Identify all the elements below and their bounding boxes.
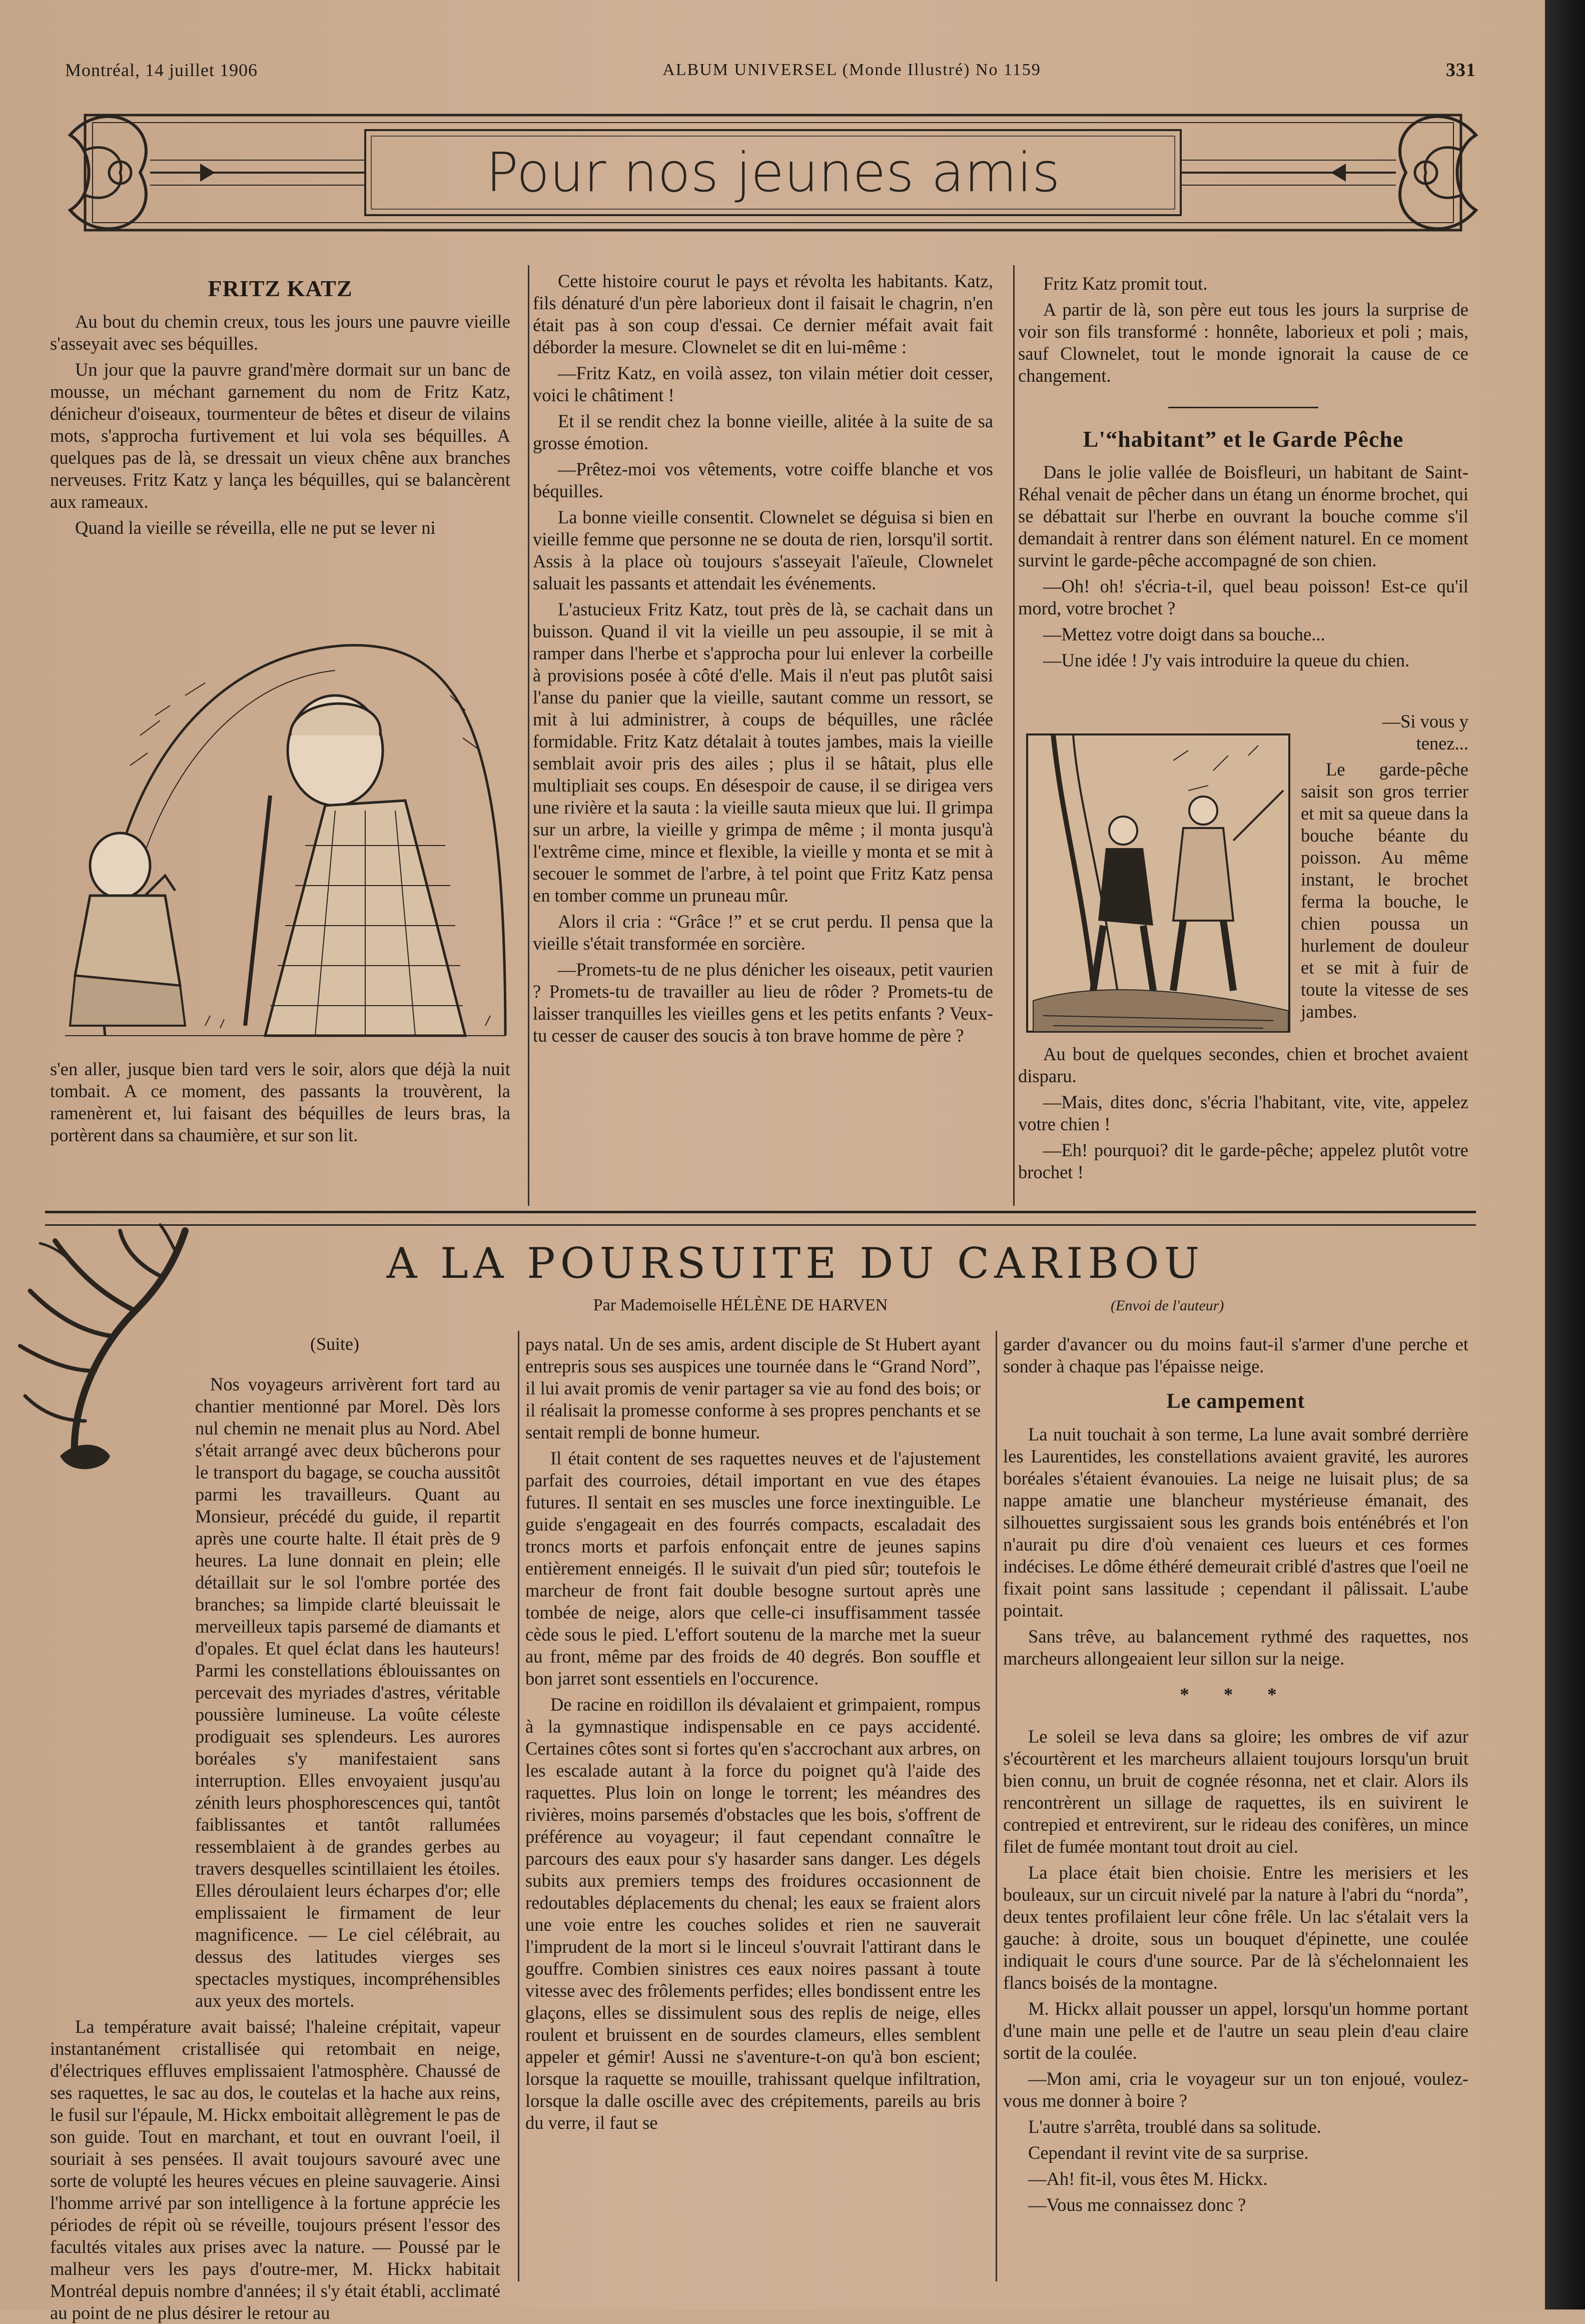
column-rule bbox=[1013, 265, 1015, 1206]
caribou-paragraph: Sans trêve, au balancement rythmé des raquettes, nos marcheurs allongeaient leur sillon sur la neige. bbox=[1003, 1626, 1468, 1669]
caribou-paragraph: Le soleil se leva dans sa gloire; les ombres de vif azur s'écourtèrent et les marcheurs allaient toujours lorsqu'un bruit bien connu, un bruit de cognée résonna, net et clair. Alors ils rencontrèrent un sillage de raquettes, ils en suivirent le contrepied et entrevirent, sur le rideau des conifères, un mince filet de fumée montant tout droit au ciel. bbox=[1003, 1726, 1468, 1857]
page-number: 331 bbox=[1445, 60, 1476, 81]
caribou-paragraph: Nos voyageurs arrivèrent fort tard au chantier mentionné par Morel. Dès lors nul chemin ne menait plus au Nord. Abel s'était arrangé avec deux bûcherons pour le transport du bagage, se coucha aussitôt parmi les travailleurs. Quant au Monsieur, précédé du guide, il repartit après une courte halte. Il était près de 9 heures. La lune donnait en plein; elle détaillait sur le sol l'ombre portée des branches; sa limpide clarté bleuissait le merveilleux tapis parsemé de diamants et d'opales. Et quel éclat dans les hauteurs! Parmi les constellations éblouissantes on percevait des myriades d'astres, véritable poussière lumineuse. La voûte céleste prodiguait ses splendeurs. Les aurores boréales s'y manifestaient sans interruption. Elles envoyaient jusqu'au zénith leurs phosphorescences qui, tantôt faiblissantes et tantôt rallumées ressemblaient à de grandes gerbes au travers desquelles scintillaient les étoiles. Elles déroulaient leurs écharpes d'or; elle emplissaient le firmament de leur magnificence. — Le ciel célébrait, au dessus des latitudes vierges ses spectacles mystiques, incompréhensibles aux yeux des mortels. bbox=[195, 1374, 500, 2011]
fritz-column-1 bbox=[50, 273, 510, 573]
caribou-column-3 bbox=[1003, 1333, 1468, 2294]
old-woman-and-boy-illustration-icon bbox=[55, 585, 515, 1046]
fritz-column-2 bbox=[533, 270, 993, 1206]
caribou-column-1 bbox=[50, 1373, 501, 2323]
caribou-paragraph: garder d'avancer ou du moins faut-il s'armer d'une perche et sonder à chaque pas l'épaisse neige. bbox=[1003, 1334, 1468, 1376]
habitant-paragraph: Au bout de quelques secondes, chien et brochet avaient disparu. bbox=[1018, 1044, 1468, 1086]
habitant-paragraph: Le garde-pêche saisit son gros terrier et mit sa queue dans la bouche béante du poisson. Au même instant, le brochet ferma la bouche, le chien poussa un hurlement de douleur et se mit à fuir de toute la vitesse de ses jambes. bbox=[1301, 759, 1468, 1022]
book-spine bbox=[1545, 0, 1585, 2309]
caribou-paragraph: —Mon ami, cria le voyageur sur un ton enjoué, voulez-vous me donner à boire ? bbox=[1003, 2068, 1468, 2111]
fritz-paragraph: A partir de là, son père eut tous les jours la surprise de voir son fils transformé : honnête, laborieux et poli ; mais, sauf Clownelet, tout le monde ignorait la cause de ce changement. bbox=[1018, 299, 1468, 386]
caribou-paragraph: L'autre s'arrêta, troublé dans sa solitude. bbox=[1028, 2116, 1321, 2137]
fritz-paragraph: s'en aller, jusque bien tard vers le soir, alors que déjà la nuit tombait. A ce moment, des passants la trouvèrent, la ramenèrent et, lui faisant des béquilles de leurs bras, la portèrent dans sa chaumière, et sur son lit. bbox=[50, 1059, 510, 1145]
habitant-illustration bbox=[1023, 730, 1293, 1036]
fritz-column-1-end bbox=[50, 1058, 510, 1203]
fritz-paragraph: Alors il cria : “Grâce !” et se crut perdu. Il pensa que la vieille s'était transformée en sorcière. bbox=[533, 911, 993, 954]
habitant-bottom bbox=[1018, 1043, 1468, 1203]
fritz-illustration bbox=[55, 585, 515, 1046]
column-rule bbox=[528, 265, 529, 1206]
fritz-paragraph: Quand la vieille se réveilla, elle ne put se lever ni bbox=[75, 517, 436, 538]
habitant-side-column bbox=[1301, 710, 1468, 1036]
habitant-paragraph: —Si vous y tenez... bbox=[1382, 711, 1468, 753]
section-banner bbox=[65, 95, 1481, 250]
header-date: Montréal, 14 juillet 1906 bbox=[65, 60, 258, 80]
short-rule bbox=[1168, 407, 1318, 408]
page-header bbox=[65, 55, 1476, 85]
caribou-paragraph: La nuit touchait à son terme, La lune avait sombré derrière les Laurentides, les constellations avaient gravité, les aurores boréales s'étaient évanouies. La neige ne luisait plus; de sa nappe amatie une blancheur mystérieuse émanait, des silhouettes surgissaient sous les grands bois enténébrés et l'on n'aurait pu dire d'où venaient ces lueurs et ces formes indécises. Le dôme éthéré demeurait criblé d'astres que l'oeil ne fixait point sans lassitude ; cependant il pâlissait. L'aube pointait. bbox=[1003, 1424, 1468, 1621]
fritz-paragraph: Un jour que la pauvre grand'mère dormait sur un banc de mousse, un méchant garnement du nom de Fritz Katz, dénicheur d'oiseaux, tourmenteur de bêtes et diseur de vilains mots, s'approcha furtivement et lui vola ses béquilles. A quelques pas de là, se dressait un vieux chêne aux branches nerveuses. Fritz Katz y lança les béquilles, qui se balancèrent aux rameaux. bbox=[50, 359, 510, 512]
campement-title: Le campement bbox=[1166, 1390, 1305, 1413]
caribou-paragraph: La température avait baissé; l'haleine crépitait, vapeur instantanément cristallisée qui retombait en neige, d'électriques effluves emplissaient l'atmosphère. Chaussé de ses raquettes, le sac au dos, le coutelas et la hache aux reins, le fusil sur l'épaule, M. Hickx emboitait allègrement le pas de son guide. Tout en marchant, et tout en ouvrant l'oeil, il souriait à ses pensées. Il avait toujours savouré avec une sorte de volupté les heures vécues en pleine sauvagerie. Ainsi l'homme arrivé par son intelligence à la fortune apprécie les périodes de répit où se réveille, toujours présent l'essor des facultés vitales aux prises avec la nature. — Poussé par le malheur vers les pays d'outre-mer, M. Hickx habitait Montréal depuis nombre d'années; il s'y était établi, acclimaté au point de ne plus désirer le retour au bbox=[50, 2016, 501, 2323]
caribou-title: A LA POURSUITE DU CARIBOU bbox=[386, 1239, 1205, 1288]
fritz-paragraph: Au bout du chemin creux, tous les jours une pauvre vieille s'asseyait avec ses béquilles. bbox=[50, 311, 510, 354]
fritz-paragraph: Et il se rendit chez la bonne vieille, alitée à la suite de sa grosse émotion. bbox=[533, 411, 993, 453]
caribou-paragraph: —Vous me connaissez donc ? bbox=[1028, 2194, 1246, 2215]
caribou-byline: Par Mademoiselle HÉLÈNE DE HARVEN bbox=[593, 1296, 888, 1314]
habitant-paragraph: —Oh! oh! s'écria-t-il, quel beau poisson! Est-ce qu'il mord, votre brochet ? bbox=[1018, 576, 1468, 618]
fritz-paragraph: —Fritz Katz, en voilà assez, ton vilain métier doit cesser, voici le châtiment ! bbox=[533, 363, 993, 405]
fritz-title: FRITZ KATZ bbox=[208, 276, 353, 301]
caribou-suite-label: (Suite) bbox=[310, 1334, 359, 1354]
habitant-paragraph: —Mettez votre doigt dans sa bouche... bbox=[1043, 624, 1325, 644]
column-rule bbox=[518, 1331, 519, 2281]
habitant-paragraph: Dans le jolie vallée de Boisfleuri, un habitant de Saint-Réhal venait de pêcher dans un étang un énorme brochet, qui se débattait sur l'herbe en ouvrant la bouche comme s'il demandait à rentrer dans son élément naturel. En ce moment survint le garde-pêche accompagné de son chien. bbox=[1018, 462, 1468, 570]
section-stars: * * * bbox=[1180, 1684, 1292, 1705]
column-rule bbox=[996, 1331, 997, 2281]
caribou-paragraph: De racine en roidillon ils dévalaient et grimpaient, rompus à la gymnastique indispensable en ce pays accidenté. Certaines côtes sont si fortes qu'en s'accrochant aux arbres, on les escalade autant à la force du poignet qu'à l'aide des raquettes. Plus loin on longe le torrent; les méandres des rivières, moins parsemés d'obstacles que les bois, s'offrent de préférence au voyageur; il faut cependant connaître le parcours des eaux pour s'y hasarder sans danger. Les dégels subits aux premiers temps des froidures occasionnent de redoutables déplacements du chenal; les eaux se fraient alors une voie entre les couches solides et rien ne sauverait l'imprudent de la mort si le linceul s'ouvrait l'attirant dans le gouffre. Combien sinistres ces eaux noires passant à toute vitesse avec des frôlements perfides; elles bondissent entre les glaçons, elles se dissimulent sous des replis de neige, elles roulent et bruissent en de sourdes clameurs, elles semblent appeler et gémir! Aussi ne s'aventure-t-on qu'à bon escient; lorsque la raquette se mouille, trahissant quelque infiltration, lorsque la dalle oscille avec des crépitements, pareils au bris du verre, il faut se bbox=[525, 1694, 981, 2133]
fritz-paragraph: —Prêtez-moi vos vêtements, votre coiffe blanche et vos béquilles. bbox=[533, 459, 993, 501]
caribou-paragraph: Cependant il revint vite de sa surprise. bbox=[1028, 2142, 1309, 2163]
fritz-paragraph: Fritz Katz promit tout. bbox=[1043, 273, 1208, 294]
header-publication: ALBUM UNIVERSEL (Monde Illustré) No 1159 bbox=[662, 61, 1041, 79]
fritz-paragraph: —Promets-tu de ne plus dénicher les oiseaux, petit vaurien ? Promets-tu de travailler au lieu de rôder ? Promets-tu de laisser tranquilles les vieilles gens et les petits enfants ? Veux-tu cesser de causer des soucis à ton brave homme de père ? bbox=[533, 959, 993, 1046]
banner-title: Pour nos jeunes amis bbox=[486, 141, 1060, 204]
caribou-envoi: (Envoi de l'auteur) bbox=[1111, 1297, 1224, 1314]
habitant-title: L'“habitant” et le Garde Pêche bbox=[1083, 426, 1404, 452]
section-divider bbox=[45, 1211, 1476, 1226]
caribou-column-2 bbox=[525, 1333, 981, 2294]
habitant-paragraph: —Eh! pourquoi? dit le garde-pêche; appelez plutôt votre brochet ! bbox=[1018, 1140, 1468, 1182]
habitant-paragraph: —Une idée ! J'y vais introduire la queue du chien. bbox=[1043, 650, 1410, 670]
fritz-paragraph: Cette histoire courut le pays et révolta les habitants. Katz, fils dénaturé d'un père laborieux dont il faisait le chagrin, n'en était pas à son coup d'essai. Ce dernier méfait avait fait déborder la mesure. Clownelet se dit en lui-même : bbox=[533, 271, 993, 357]
fisherman-and-warden-illustration-icon bbox=[1023, 730, 1293, 1036]
fritz-paragraph: L'astucieux Fritz Katz, tout près de là, se cachait dans un buisson. Quand il vit la vieille un peu assoupie, il se mit à ramper dans l'herbe et s'approcha pour lui enlever la corbeille à provisions posée à côté d'elle. Mais il n'eut pas plutôt saisi l'anse du panier que la vieille, sautant comme un ressort, se mit à lui administrer, à coups de béquilles, une râclée formidable. Fritz Katz détalait à toutes jambes, mais la vieille semblait avoir pris des ailes ; plus il se hâtait, plus elle multipliait ses coups. En désespoir de cause, il se dirigea vers une rivière et la sauta : la vieille sauta mieux que lui. Il grimpa sur un arbre, la vieille y grimpa de même ; il monta jusqu'à l'extrême cime, mince et flexible, la vieille y monta et se mit à secouer le sommet de l'arbre, à tel point que Fritz Katz pensa en tomber comme un pruneau mûr. bbox=[533, 599, 993, 906]
fritz-paragraph: La bonne vieille consentit. Clownelet se déguisa si bien en vieille femme que personne ne se douta de rien, lorsqu'il sortit. Assis à la place où toujours s'asseyait l'aïeule, Clownelet saluait les passants et attendait les événements. bbox=[533, 507, 993, 593]
caribou-paragraph: Il était content de ses raquettes neuves et de l'ajustement parfait des courroies, détail important en vue des étapes futures. Il sentait en ses muscles une force inextinguible. Le guide s'engageait en des fourrés compacts, escaladait des troncs morts et parfois enfonçait entre de jeunes sapins entièrement enneigés. Il le suivait d'un pied sûr; toutefois le marcheur de front fait double besogne surtout après une tombée de neige, alors que celle-ci insuffisamment tassée cède sous le pied. L'effort soutenu de la marche met la sueur au front, même par des froids de 40 degrés. Bon souffle et bon jarret sont essentiels en l'occurence. bbox=[525, 1448, 981, 1689]
caribou-paragraph: —Ah! fit-il, vous êtes M. Hickx. bbox=[1028, 2168, 1268, 2189]
caribou-paragraph: pays natal. Un de ses amis, ardent disciple de St Hubert ayant entrepris sous ses auspices une tournée dans le “Grand Nord”, il lui avait promis de venir partager sa vie au fond des bois; or il réalisait la promesse conforme à ses propres penchants et se sentait rempli de bonne humeur. bbox=[525, 1334, 981, 1442]
caribou-paragraph: M. Hickx allait pousser un appel, lorsqu'un homme portant d'une main une pelle et de l'autre un seau plein d'eau claire sortit de la coulée. bbox=[1003, 1998, 1468, 2063]
habitant-paragraph: —Mais, dites donc, s'écria l'habitant, vite, vite, appelez votre chien ! bbox=[1018, 1092, 1468, 1134]
caribou-paragraph: La place était bien choisie. Entre les merisiers et les bouleaux, sur un circuit nivelé par la nature à l'abri du “norda”, deux tentes profilaient leur cône frêle. Un lac s'étalait vers la gauche: à droite, sous un bouquet d'épinette, une coulée indiquait le cours d'une source. Par de là s'échelonnaient les flancs boisés de la montagne. bbox=[1003, 1862, 1468, 1993]
